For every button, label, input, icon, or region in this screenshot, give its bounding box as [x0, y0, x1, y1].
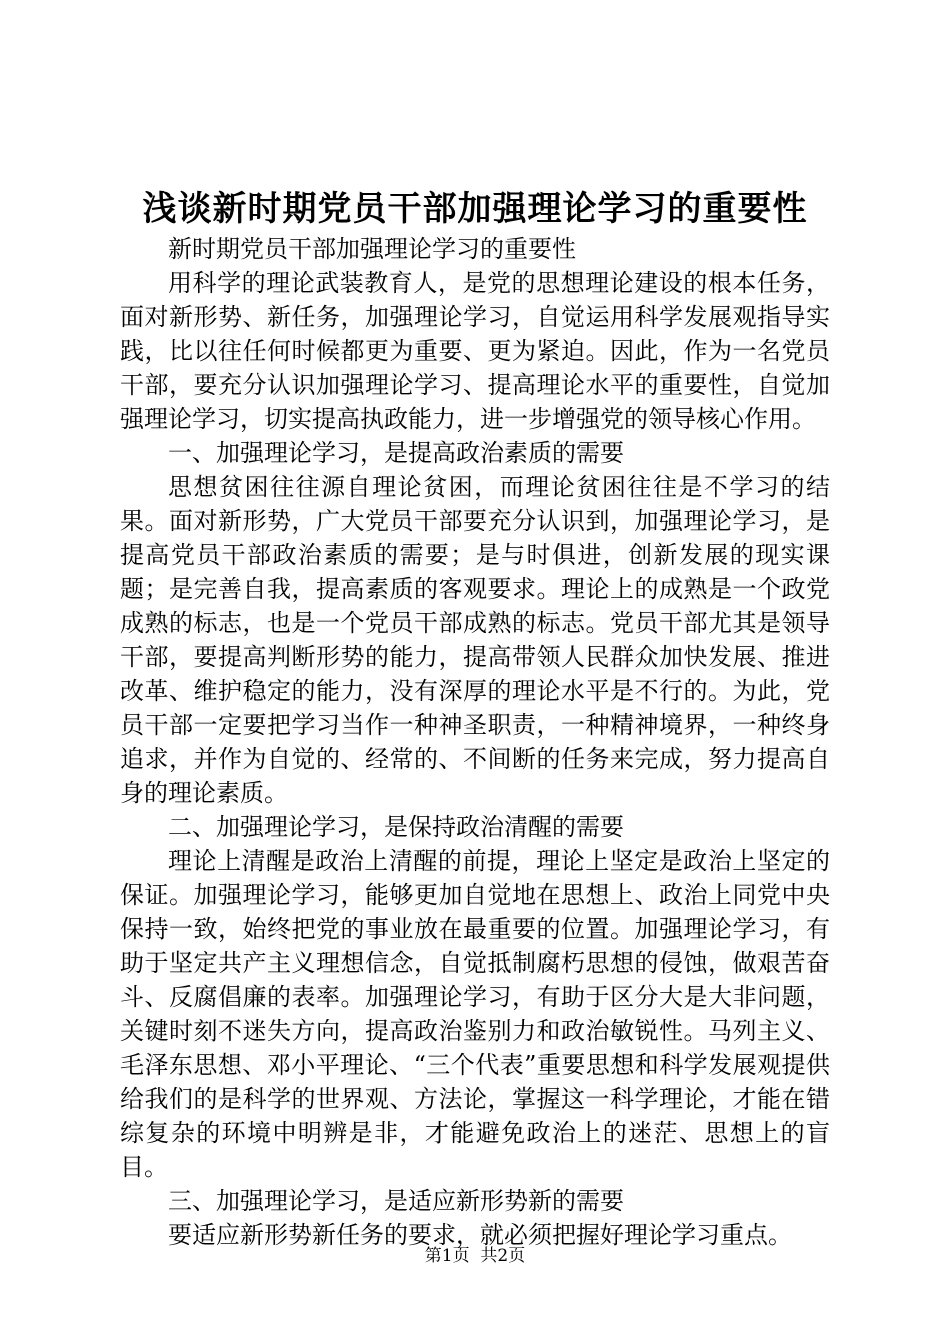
intro-paragraph: 用科学的理论武装教育人，是党的思想理论建设的根本任务，面对新形势、新任务，加强理论学习，自觉运用科学发展观指导实践，比以往任何时候都更为重要、更为紧迫。因此，作为一名党员干部，要充分认识加强理论学习、提高理论水平的重要性，自觉加强理论学习，切实提高执政能力，进一步增强党的领导核心作用。 — [120, 269, 830, 433]
section-heading-1: 一、加强理论学习，是提高政治素质的需要 — [168, 439, 624, 467]
page-footer: 第1页 共2页 — [424, 1246, 526, 1266]
document-body — [120, 232, 830, 1252]
section-heading-2: 二、加强理论学习，是保持政治清醒的需要 — [168, 813, 624, 841]
section-heading-3: 三、加强理论学习，是适应新形势新的需要 — [168, 1187, 624, 1215]
intro-heading: 新时期党员干部加强理论学习的重要性 — [168, 235, 576, 263]
section-paragraph-3: 要适应新形势新任务的要求，就必须把握好理论学习重点。 — [168, 1221, 792, 1249]
section-paragraph-1: 思想贫困往往源自理论贫困，而理论贫困往往是不学习的结果。面对新形势，广大党员干部要充分认识到，加强理论学习，是提高党员干部政治素质的需要；是与时俱进，创新发展的现实课题；是完善自我，提高素质的客观要求。理论上的成熟是一个政党成熟的标志，也是一个党员干部成熟的标志。党员干部尤其是领导干部，要提高判断形势的能力，提高带领人民群众加快发展、推进改革、维护稳定的能力，没有深厚的理论水平是不行的。为此，党员干部一定要把学习当作一种神圣职责，一种精神境界，一种终身追求，并作为自觉的、经常的、不间断的任务来完成，努力提高自身的理论素质。 — [120, 473, 830, 807]
document-title: 浅谈新时期党员干部加强理论学习的重要性 — [142, 189, 808, 229]
section-paragraph-2: 理论上清醒是政治上清醒的前提，理论上坚定是政治上坚定的保证。加强理论学习，能够更加自觉地在思想上、政治上同党中央保持一致，始终把党的事业放在最重要的位置。加强理论学习，有助于坚定共产主义理想信念，自觉抵制腐朽思想的侵蚀，做艰苦奋斗、反腐倡廉的表率。加强理论学习，有助于区分大是大非问题，关键时刻不迷失方向，提高政治鉴别力和政治敏锐性。马列主义、毛泽东思想、邓小平理论、“三个代表”重要思想和科学发展观提供给我们的是科学的世界观、方法论，掌握这一科学理论，才能在错综复杂的环境中明辨是非，才能避免政治上的迷茫、思想上的盲目。 — [120, 847, 830, 1181]
